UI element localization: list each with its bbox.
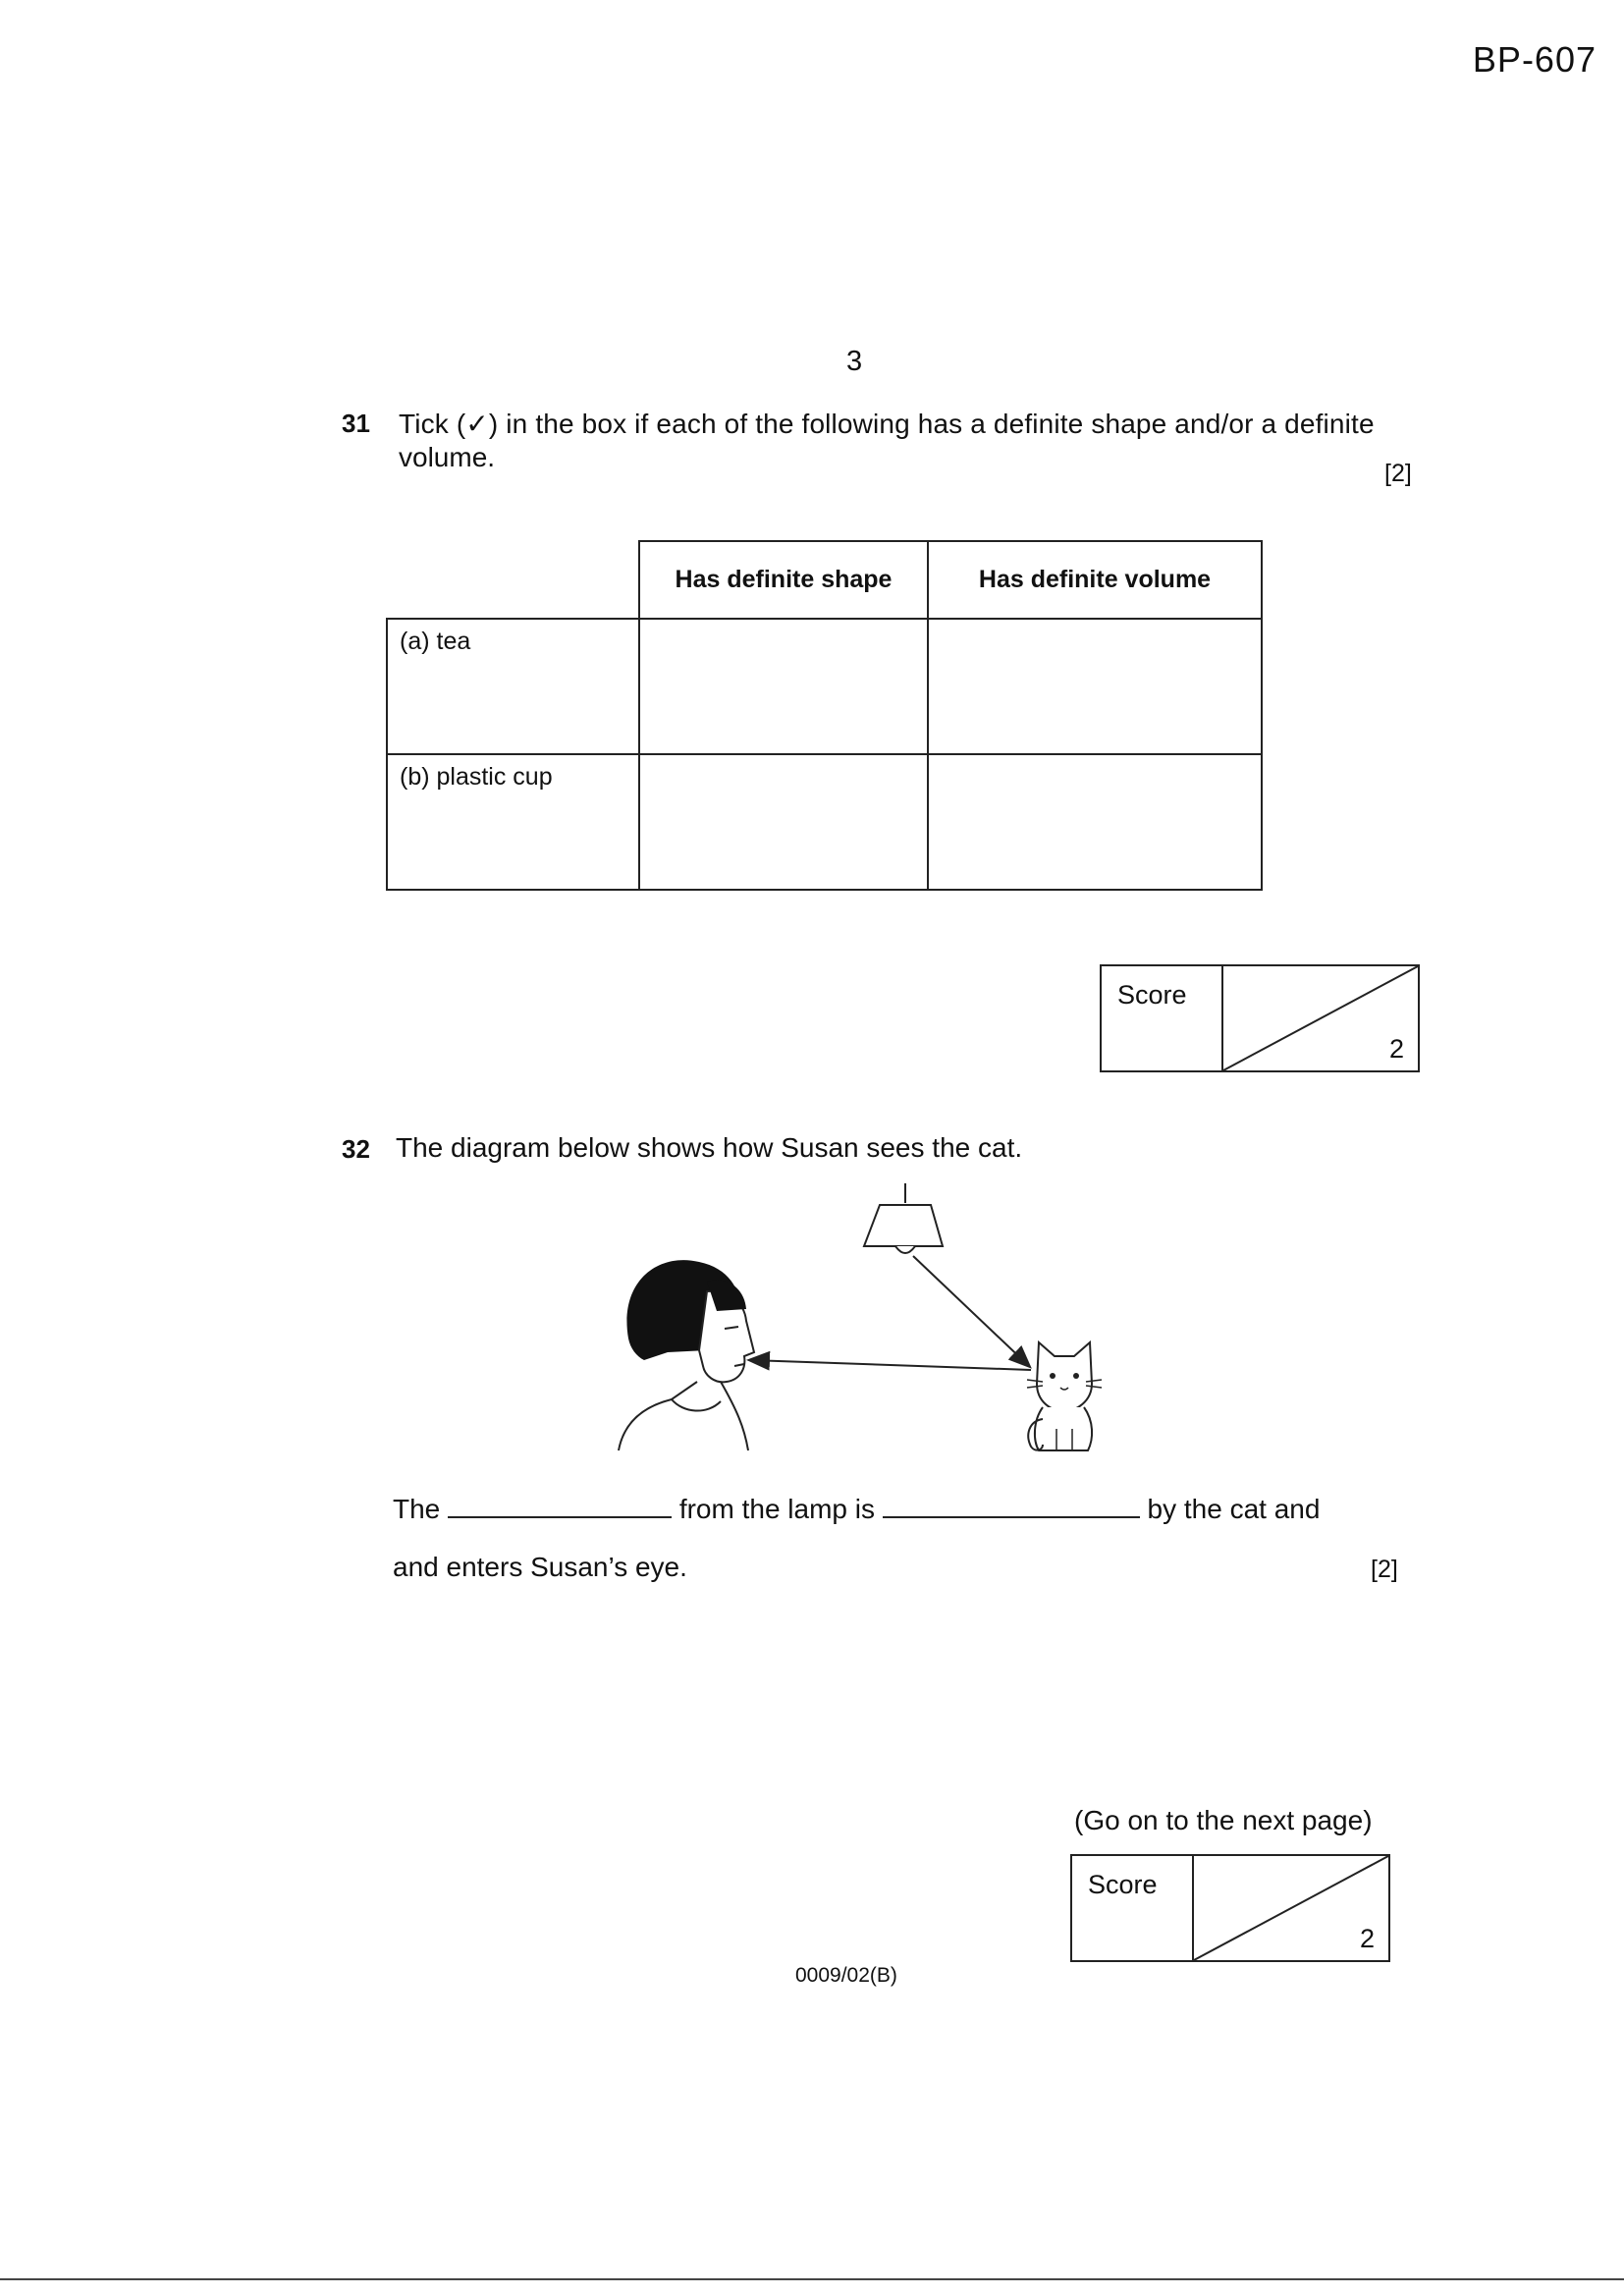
- score-max: 2: [1388, 1034, 1404, 1064]
- document-code: BP-607: [1472, 39, 1597, 80]
- answer-blank-1[interactable]: [448, 1491, 672, 1518]
- question-31-number: 31: [342, 409, 370, 438]
- question-31-text: Tick (✓) in the box if each of the following has a definite shape and/or a definite: [399, 409, 1375, 439]
- score-box-q32: [1070, 1854, 1390, 1962]
- fill-text-the: The: [393, 1494, 441, 1524]
- header-definite-shape: Has definite shape: [639, 541, 928, 619]
- question-32-fill-sentence: [393, 1491, 1320, 1525]
- score-box-q31: [1100, 964, 1420, 1072]
- cup-volume-tick-box[interactable]: [928, 754, 1262, 890]
- header-definite-volume: Has definite volume: [928, 541, 1262, 619]
- paper-code: 0009/02(B): [795, 1964, 897, 1987]
- tea-volume-tick-box[interactable]: [928, 619, 1262, 754]
- bottom-divider: [0, 2278, 1624, 2280]
- score-max: 2: [1359, 1924, 1375, 1953]
- properties-table: [386, 540, 1263, 891]
- fill-text-mid: from the lamp is: [678, 1494, 875, 1524]
- go-on-next-page: (Go on to the next page): [1074, 1805, 1373, 1835]
- light-ray-arrow: [750, 1256, 1031, 1370]
- table-row: [387, 754, 1262, 890]
- question-32-line2: and enters Susan’s eye.: [393, 1552, 687, 1582]
- row-label-tea: (a) tea: [387, 619, 639, 754]
- score-label: Score: [1102, 966, 1223, 1070]
- question-32-number: 32: [342, 1134, 370, 1164]
- cup-shape-tick-box[interactable]: [639, 754, 928, 890]
- table-row: [387, 619, 1262, 754]
- tea-shape-tick-box[interactable]: [639, 619, 928, 754]
- question-32-text: The diagram below shows how Susan sees the cat.: [396, 1132, 1023, 1163]
- score-label: Score: [1072, 1856, 1194, 1960]
- light-diagram: [589, 1174, 1139, 1468]
- row-label-plastic-cup: (b) plastic cup: [387, 754, 639, 890]
- lamp-icon: [864, 1183, 943, 1253]
- score-cell[interactable]: [1223, 966, 1418, 1070]
- score-cell[interactable]: [1194, 1856, 1388, 1960]
- question-32-marks: [2]: [1371, 1556, 1398, 1583]
- table-corner: [387, 541, 639, 619]
- question-31-marks: [2]: [1384, 460, 1412, 487]
- fill-text-end: by the cat and: [1147, 1494, 1321, 1524]
- answer-blank-2[interactable]: [883, 1491, 1140, 1518]
- girl-icon: [619, 1260, 754, 1450]
- question-31-text-line2: volume.: [399, 442, 496, 472]
- page-number: 3: [846, 346, 863, 377]
- cat-icon: [1027, 1342, 1102, 1450]
